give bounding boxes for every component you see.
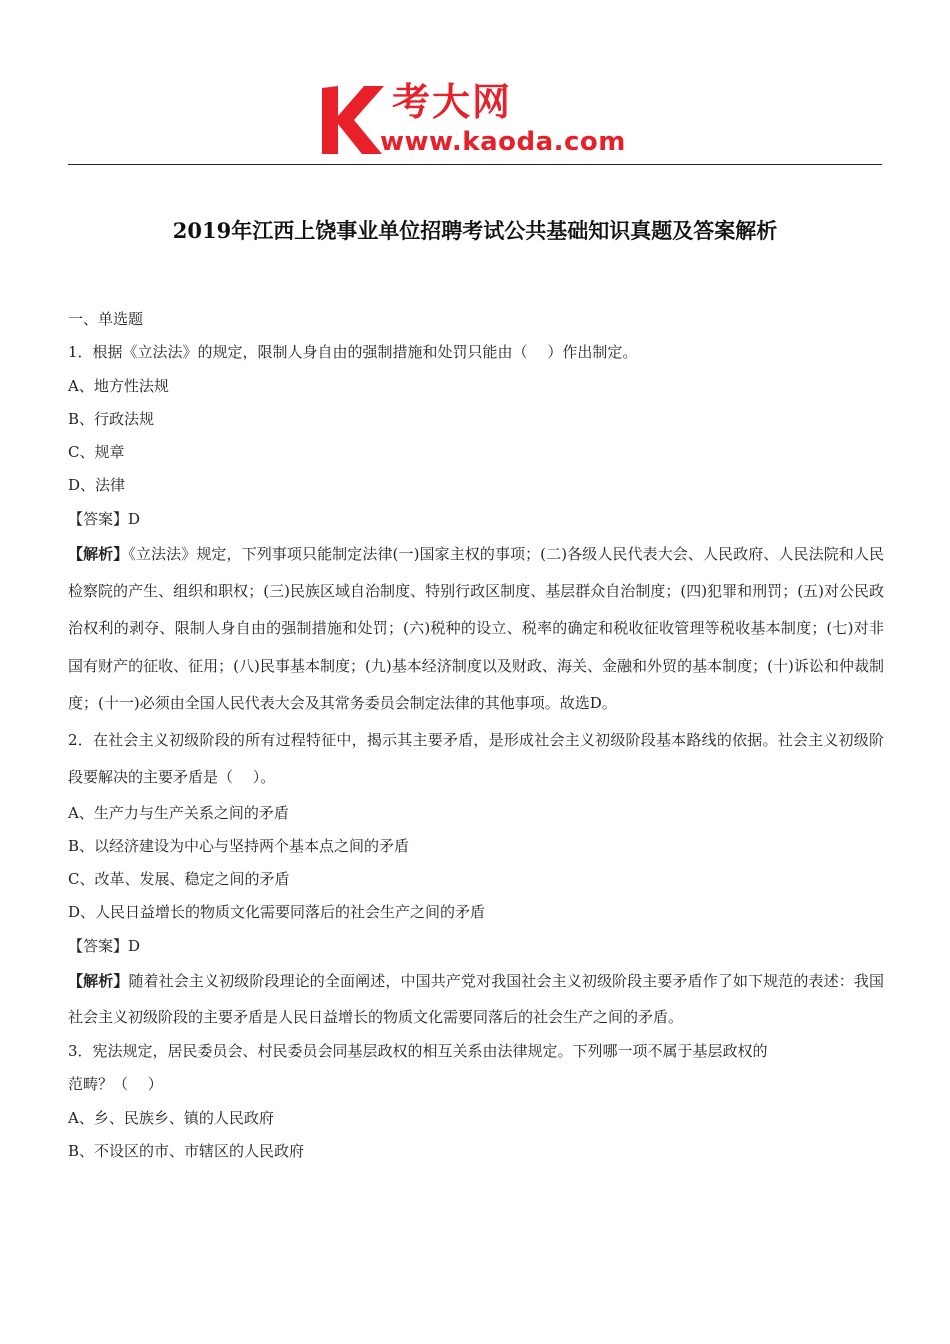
q3-stem-line2: 范畴？（ ） xyxy=(68,1075,163,1094)
q3-option-a: A、乡、民族乡、镇的人民政府 xyxy=(68,1108,274,1127)
analysis-tag: 【解析】 xyxy=(68,545,129,564)
q1-stem: 1．根据《立法法》的规定，限制人身自由的强制措施和处罚只能由（ ）作出制定。 xyxy=(68,343,638,362)
analysis-tag: 【解析】 xyxy=(68,971,129,990)
kaoda-logo[interactable] xyxy=(318,80,638,162)
q1-option-c: C、规章 xyxy=(68,443,125,462)
header-divider xyxy=(68,164,882,165)
answer-tag: 【答案】 xyxy=(68,509,129,528)
q1-option-d: D、法律 xyxy=(68,476,126,495)
q2-option-c: C、改革、发展、稳定之间的矛盾 xyxy=(68,870,290,889)
answer-tag: 【答案】 xyxy=(68,936,129,955)
answer-value: D xyxy=(128,509,141,528)
q1-option-a: A、地方性法规 xyxy=(68,376,169,395)
q1-option-b: B、行政法规 xyxy=(68,409,155,428)
logo-brand-text: 考大网 xyxy=(392,80,513,124)
q2-option-b: B、以经济建设为中心与坚持两个基本点之间的矛盾 xyxy=(68,836,410,855)
document-body xyxy=(68,303,884,1168)
logo-url-text: www.kaoda.com xyxy=(380,127,626,157)
answer-value: D xyxy=(128,936,141,955)
analysis-text: 随着社会主义初级阶段理论的全面阐述，中国共产党对我国社会主义初级阶段主要矛盾作了如下规范的表述：我国社会主义初级阶段的主要矛盾是人民日益增长的物质文化需要同落后的社会生产之间的矛盾。 xyxy=(68,971,884,1026)
q2-analysis xyxy=(68,963,884,1035)
q2-stem: 2．在社会主义初级阶段的所有过程特征中，揭示其主要矛盾，是形成社会主义初级阶段基本路线的依据。社会主义初级阶段要解决的主要矛盾是（ ）。 xyxy=(68,731,884,787)
analysis-text: 《立法法》规定，下列事项只能制定法律(一)国家主权的事项；(二)各级人民代表大会、人民政府、人民法院和人民检察院的产生、组织和职权；(三)民族区域自治制度、特别行政区制度、基层群众自治制度；(四)犯罪和刑罚；(五)对公民政治权利的剥夺、限制人身自由的强制措施和处罚；(六)税种的设立、税率的确定和税收征收管理等税收基本制度；(七)对非国有财产的征收、征用；(八)民事基本制度；(九)基本经济制度以及财政、海关、金融和外贸的基本制度；(十)诉讼和仲裁制度；(十一)必须由全国人民代表大会及其常务委员会制定法律的其他事项。故选D。 xyxy=(68,545,884,712)
q2-option-d: D、人民日益增长的物质文化需要同落后的社会生产之间的矛盾 xyxy=(68,903,486,922)
q3-option-b: B、不设区的市、市辖区的人民政府 xyxy=(68,1141,305,1160)
section-heading: 一、单选题 xyxy=(68,310,144,328)
page-header xyxy=(0,0,950,170)
q1-analysis xyxy=(68,536,884,722)
q1-answer xyxy=(68,503,884,536)
document-title: 2019年江西上饶事业单位招聘考试公共基础知识真题及答案解析 xyxy=(172,218,778,243)
q2-option-a: A、生产力与生产关系之间的矛盾 xyxy=(68,803,289,822)
q3-stem-line1: 3．宪法规定，居民委员会、村民委员会同基层政权的相互关系由法律规定。下列哪一项不属于基层政权的 xyxy=(68,1041,768,1060)
q2-answer xyxy=(68,930,884,963)
